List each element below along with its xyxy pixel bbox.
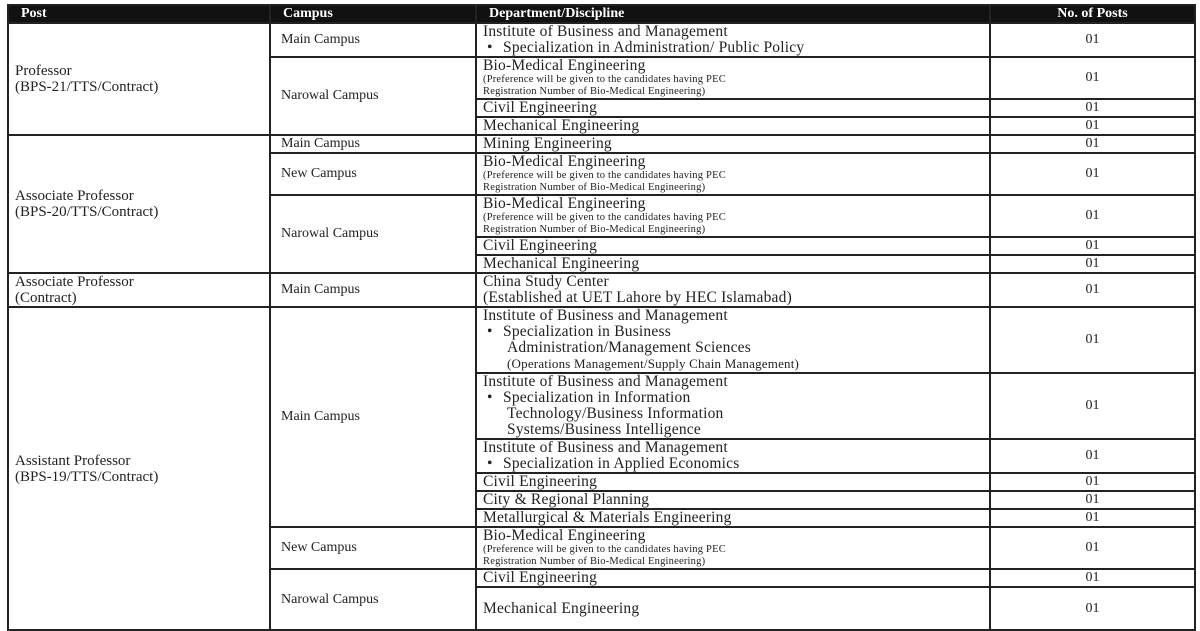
campus-cell: Narowal Campus (270, 569, 476, 630)
department-cell: Civil Engineering (476, 569, 990, 587)
table-row (8, 23, 1195, 57)
bullet-icon: • (487, 389, 493, 406)
posts-count: 01 (990, 587, 1195, 630)
posts-count: 01 (990, 569, 1195, 587)
post-grade: (BPS-20/TTS/Contract) (15, 204, 159, 220)
specialization-line: Administration/Management Sciences (507, 339, 751, 356)
department-subtitle: (Established at UET Lahore by HEC Islamabad) (483, 289, 792, 306)
specialization: • Specialization in Applied Economics (487, 455, 740, 472)
post-grade: (Contract) (15, 290, 77, 306)
posts-count: 01 (990, 473, 1195, 491)
department-cell: Metallurgical & Materials Engineering (476, 509, 990, 527)
header-campus: Campus (270, 5, 476, 23)
department-name: Bio-Medical Engineering (483, 195, 646, 212)
header-department: Department/Discipline (476, 5, 990, 23)
department-name: Bio-Medical Engineering (483, 57, 646, 74)
department-cell: Mechanical Engineering (476, 117, 990, 135)
post-title: Professor (15, 63, 72, 79)
specialization-line: Technology/Business Information (507, 405, 724, 422)
department-name: Institute of Business and Management (483, 439, 728, 456)
department-cell: Mechanical Engineering (476, 255, 990, 273)
department-cell: City & Regional Planning (476, 491, 990, 509)
post-cell (8, 23, 270, 135)
posts-count: 01 (990, 491, 1195, 509)
specialization: • Specialization in Administration/ Public Policy (487, 39, 805, 56)
department-name: Institute of Business and Management (483, 307, 728, 324)
department-cell: Mechanical Engineering (476, 587, 990, 630)
bullet-icon: • (487, 323, 493, 340)
table-row (8, 307, 1195, 373)
posts-count: 01 (990, 509, 1195, 527)
department-cell: Civil Engineering (476, 473, 990, 491)
table-row (8, 135, 1195, 153)
bullet-icon: • (487, 455, 493, 472)
preference-note: Registration Number of Bio-Medical Engineering) (483, 86, 706, 97)
posts-count: 01 (990, 237, 1195, 255)
department-name: Bio-Medical Engineering (483, 153, 646, 170)
posts-count: 01 (990, 99, 1195, 117)
post-cell (8, 135, 270, 273)
table-row (8, 273, 1195, 307)
preference-note: Registration Number of Bio-Medical Engineering) (483, 556, 706, 567)
department-cell: Mining Engineering (476, 135, 990, 153)
campus-cell: Main Campus (270, 135, 476, 153)
campus-cell: New Campus (270, 153, 476, 195)
post-title: Associate Professor (15, 274, 134, 290)
preference-note: (Preference will be given to the candidates having PEC (483, 74, 726, 85)
bullet-icon: • (487, 39, 493, 56)
posts-table (7, 4, 1196, 631)
preference-note: Registration Number of Bio-Medical Engineering) (483, 182, 706, 193)
header-post: Post (8, 5, 270, 23)
posts-count: 01 (990, 273, 1195, 307)
posts-count: 01 (990, 135, 1195, 153)
posts-count: 01 (990, 439, 1195, 473)
posts-count: 01 (990, 373, 1195, 439)
posts-count: 01 (990, 307, 1195, 373)
department-cell (476, 57, 990, 99)
preference-note: (Preference will be given to the candidates having PEC (483, 544, 726, 555)
post-title: Assistant Professor (15, 452, 131, 469)
table-header-row (8, 5, 1195, 23)
campus-cell: Main Campus (270, 23, 476, 57)
posts-count: 01 (990, 23, 1195, 57)
posts-count: 01 (990, 255, 1195, 273)
department-name: Institute of Business and Management (483, 373, 728, 390)
posts-count: 01 (990, 195, 1195, 237)
preference-note: Registration Number of Bio-Medical Engineering) (483, 224, 706, 235)
department-cell (476, 439, 990, 473)
department-cell (476, 195, 990, 237)
preference-note: (Preference will be given to the candidates having PEC (483, 170, 726, 181)
posts-count: 01 (990, 527, 1195, 569)
campus-cell: Main Campus (270, 307, 476, 527)
campus-cell: New Campus (270, 527, 476, 569)
campus-cell: Narowal Campus (270, 195, 476, 273)
department-cell (476, 153, 990, 195)
campus-cell: Main Campus (270, 273, 476, 307)
specialization: • Specialization in Business (487, 323, 671, 340)
department-name: China Study Center (483, 273, 609, 290)
department-cell (476, 527, 990, 569)
campus-cell: Narowal Campus (270, 57, 476, 135)
department-name: Bio-Medical Engineering (483, 527, 646, 544)
department-name: Institute of Business and Management (483, 23, 728, 40)
department-cell: Civil Engineering (476, 99, 990, 117)
posts-count: 01 (990, 153, 1195, 195)
post-grade: (BPS-21/TTS/Contract) (15, 79, 159, 95)
department-cell (476, 373, 990, 439)
department-cell (476, 307, 990, 373)
department-cell (476, 23, 990, 57)
post-title: Associate Professor (15, 188, 134, 204)
specialization-line: Systems/Business Intelligence (507, 421, 701, 438)
header-no-of-posts: No. of Posts (990, 5, 1195, 23)
preference-note: (Preference will be given to the candidates having PEC (483, 212, 726, 223)
posts-count: 01 (990, 57, 1195, 99)
specialization: • Specialization in Information (487, 389, 691, 406)
post-grade: (BPS-19/TTS/Contract) (15, 468, 159, 485)
post-cell (8, 273, 270, 307)
post-cell (8, 307, 270, 630)
department-cell (476, 273, 990, 307)
specialization-detail: (Operations Management/Supply Chain Management) (507, 356, 800, 371)
posts-count: 01 (990, 117, 1195, 135)
department-cell: Civil Engineering (476, 237, 990, 255)
